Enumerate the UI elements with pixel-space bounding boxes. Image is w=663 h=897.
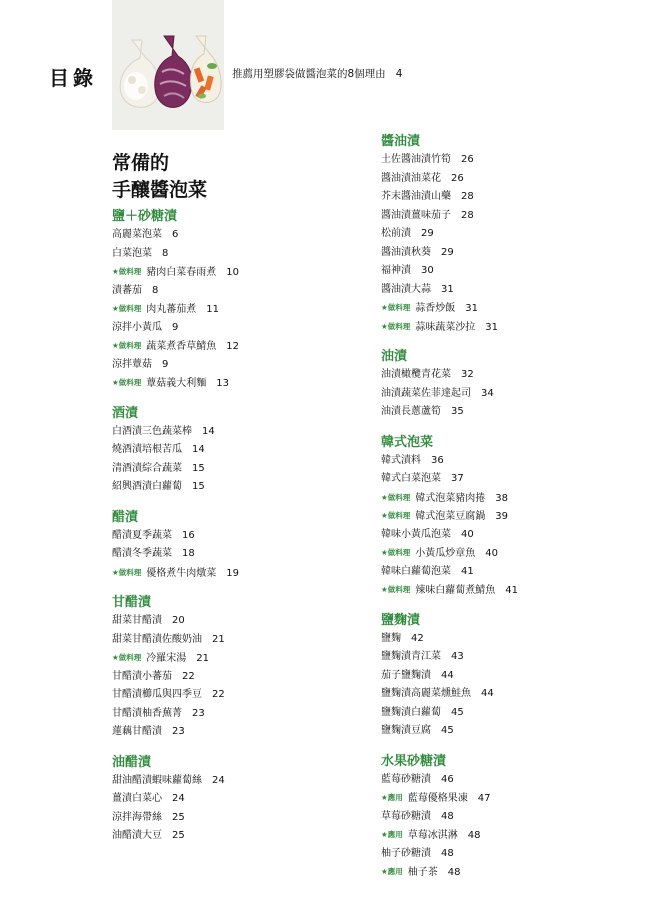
entry-label: 蕈菇義大利麵 (146, 378, 207, 389)
entry-page-number: 9 (172, 321, 179, 333)
entry-page-number: 11 (206, 304, 219, 315)
toc-column-left (112, 207, 392, 846)
toc-entry[interactable] (381, 366, 661, 385)
toc-entry[interactable] (381, 685, 661, 704)
entry-page-number: 45 (441, 725, 454, 736)
toc-entry[interactable] (381, 452, 661, 471)
toc-entry[interactable] (112, 374, 392, 393)
entry-label: 韓式泡菜豆腐鍋 (415, 511, 486, 522)
entry-page-number: 44 (481, 688, 494, 699)
entry-page-number: 9 (162, 358, 169, 370)
entry-page-number: 23 (172, 726, 185, 737)
entry-label: 醬油漬秋葵 (381, 246, 431, 258)
entry-label: 鹽麴漬白蘿蔔 (381, 706, 441, 718)
entry-page-number: 31 (485, 321, 498, 333)
toc-entry[interactable] (112, 564, 392, 583)
toc-entry[interactable] (381, 151, 661, 170)
entry-label: 韓式白菜泡菜 (381, 473, 441, 484)
entry-page-number: 22 (212, 689, 225, 700)
entry-label: 紹興酒漬白蘿蔔 (112, 481, 182, 492)
headline-line-1: 常備的 (112, 152, 170, 174)
toc-entry[interactable] (112, 772, 392, 791)
toc-entry[interactable] (381, 648, 661, 667)
entry-page-number: 37 (451, 473, 464, 484)
toc-entry[interactable] (381, 318, 661, 337)
entry-page-number: 8 (162, 247, 169, 259)
entry-page-number: 25 (172, 811, 185, 823)
toc-entry[interactable] (112, 282, 392, 301)
entry-label: 芥末醬油漬山藥 (381, 191, 451, 202)
recipe-badge: ★做料理 (381, 585, 411, 594)
toc-entry[interactable] (112, 612, 392, 631)
toc-entry[interactable] (381, 863, 661, 882)
entry-page-number: 25 (172, 830, 185, 841)
entry-label: 松前漬 (381, 228, 411, 239)
toc-entry[interactable] (381, 170, 661, 189)
section-heading: 鹽麴漬 (381, 612, 421, 628)
entry-label: 蒜香炒飯 (415, 303, 456, 314)
entry-label: 甜菜甘醋漬 (112, 615, 162, 626)
toc-entry[interactable] (112, 631, 392, 650)
toc-entry[interactable] (381, 470, 661, 489)
entry-label: 蓮藕甘醋漬 (112, 726, 162, 737)
entry-label: 韓式漬料 (381, 454, 421, 466)
toc-entry[interactable] (381, 789, 661, 808)
section-headline (112, 150, 207, 204)
recipe-badge: ★做料理 (381, 303, 411, 312)
entry-label: 草莓砂糖漬 (381, 810, 431, 822)
entry-label: 茄子鹽麴漬 (381, 669, 431, 681)
entry-label: 油醋漬大豆 (112, 830, 162, 841)
section-heading: 醬油漬 (381, 134, 421, 149)
entry-page-number: 23 (192, 707, 205, 719)
entry-page-number: 15 (192, 462, 205, 474)
entry-page-number: 6 (172, 229, 179, 240)
toc-column-right (381, 132, 661, 882)
entry-label: 韓式泡菜豬肉捲 (415, 492, 486, 504)
entry-label: 小黃瓜炒章魚 (415, 548, 476, 559)
entry-page-number: 30 (421, 265, 434, 276)
entry-label: 甜菜甘醋漬佐酸奶油 (112, 633, 202, 645)
toc-entry[interactable] (381, 808, 661, 827)
recipe-badge: ★應用 (381, 830, 403, 839)
toc-entry[interactable] (112, 441, 392, 460)
entry-page-number: 43 (451, 651, 464, 662)
entry-page-number: 36 (431, 454, 444, 466)
entry-page-number: 18 (182, 548, 195, 559)
entry-page-number: 41 (505, 585, 518, 596)
toc-entry[interactable] (381, 385, 661, 404)
toc-entry[interactable] (112, 226, 392, 245)
entry-page-number: 8 (152, 284, 159, 296)
toc-entry[interactable] (381, 826, 661, 845)
entry-label: 柚子茶 (407, 867, 438, 878)
entry-page-number: 38 (495, 492, 508, 504)
toc-entry[interactable] (381, 281, 661, 300)
entry-page-number: 35 (451, 406, 464, 417)
toc-entry[interactable] (112, 649, 392, 668)
entry-label: 鹽麴漬豆腐 (381, 725, 431, 736)
entry-page-number: 47 (477, 793, 491, 804)
entry-page-number: 39 (495, 511, 508, 522)
entry-label: 醬油漬薑味茄子 (381, 209, 451, 221)
entry-page-number: 24 (172, 793, 185, 804)
toc-entry[interactable] (381, 581, 661, 600)
entry-label: 醬油漬油菜花 (381, 172, 441, 184)
entry-page-number: 21 (212, 633, 225, 645)
toc-entry[interactable] (381, 771, 661, 790)
entry-label: 柚子砂糖漬 (381, 847, 431, 859)
headline-line-2: 手釀醬泡菜 (112, 179, 208, 201)
section-heading: 水果砂糖漬 (381, 753, 447, 769)
recipe-badge: ★做料理 (381, 511, 411, 520)
entry-page-number: 32 (461, 369, 474, 380)
entry-page-number: 29 (421, 228, 434, 239)
entry-label: 油漬長蔥蘆筍 (381, 406, 441, 417)
toc-entry[interactable] (381, 207, 661, 226)
recipe-badge: ★做料理 (112, 378, 142, 387)
toc-entry[interactable] (112, 809, 392, 828)
entry-page-number: 15 (192, 481, 205, 492)
entry-page-number: 40 (485, 548, 498, 559)
entry-page-number: 29 (441, 246, 454, 258)
entry-label: 冷羅宋湯 (146, 653, 187, 664)
entry-page-number: 44 (441, 669, 454, 681)
recipe-badge: ★做料理 (381, 548, 411, 557)
entry-page-number: 14 (202, 425, 215, 437)
toc-entry[interactable] (112, 319, 392, 338)
section-heading: 油漬 (381, 349, 408, 364)
toc-entry[interactable] (381, 188, 661, 207)
toc-entry[interactable] (381, 507, 661, 526)
recipe-badge: ★做料理 (381, 492, 411, 502)
entry-label: 韓味小黃瓜泡菜 (381, 528, 451, 540)
entry-page-number: 40 (461, 528, 474, 540)
section-heading: 韓式泡菜 (381, 434, 434, 450)
toc-entry[interactable] (381, 244, 661, 263)
recipe-badge: ★應用 (381, 867, 403, 876)
toc-entry[interactable] (112, 478, 392, 497)
entry-page-number: 41 (461, 565, 474, 577)
entry-label: 藍莓砂糖漬 (381, 773, 431, 785)
entry-page-number: 21 (196, 653, 209, 664)
toc-entry[interactable] (381, 299, 661, 318)
entry-label: 肉丸蕃茄煮 (146, 304, 197, 315)
entry-label: 醋漬夏季蔬菜 (112, 529, 172, 541)
entry-label: 涼拌小黃瓜 (112, 321, 162, 333)
toc-entry[interactable] (381, 845, 661, 864)
entry-page-number: 48 (467, 830, 481, 841)
recipe-badge: ★做料理 (112, 567, 142, 577)
entry-page-number: 22 (182, 670, 195, 682)
entry-label: 清酒漬綜合蔬菜 (112, 462, 182, 474)
recipe-badge: ★做料理 (112, 304, 142, 313)
entry-label: 涼拌海帶絲 (112, 811, 162, 823)
entry-label: 福神漬 (381, 265, 411, 276)
toc-entry[interactable] (381, 704, 661, 723)
toc-entry[interactable] (112, 545, 392, 564)
entry-page-number: 28 (461, 209, 474, 221)
entry-label: 優格煮牛肉燉菜 (146, 567, 217, 579)
entry-label: 燒酒漬培根苦瓜 (112, 444, 182, 455)
entry-label: 甘醋漬櫛瓜與四季豆 (112, 689, 202, 700)
entry-label: 甜油醋漬蝦味蘿蔔絲 (112, 774, 202, 786)
entry-label: 高麗菜泡菜 (112, 229, 162, 240)
section-heading: 鹽＋砂糖漬 (112, 209, 178, 224)
entry-label: 油漬橄欖青花菜 (381, 369, 451, 380)
toc-entry[interactable] (112, 300, 392, 319)
toc-entry[interactable] (381, 722, 661, 741)
entry-page-number: 20 (172, 615, 185, 626)
entry-label: 醬油漬大蒜 (381, 283, 431, 295)
entry-page-number: 26 (451, 172, 464, 184)
entry-page-number: 42 (411, 632, 424, 644)
recipe-badge: ★做料理 (112, 653, 142, 662)
toc-entry[interactable] (381, 667, 661, 686)
toc-entry[interactable] (381, 262, 661, 281)
toc-entry[interactable] (381, 225, 661, 244)
toc-entry[interactable] (112, 705, 392, 724)
toc-entry[interactable] (381, 489, 661, 508)
entry-label: 蔬菜煮香草鯖魚 (146, 341, 217, 352)
entry-label: 白菜泡菜 (112, 247, 152, 259)
entry-label: 甘醋漬柚香蕪菁 (112, 707, 182, 719)
entry-label: 漬蕃茄 (112, 284, 142, 296)
intro-line[interactable] (232, 66, 402, 81)
entry-label: 草莓冰淇淋 (407, 830, 458, 841)
toc-entry[interactable] (112, 527, 392, 546)
toc-entry[interactable] (112, 337, 392, 356)
entry-page-number: 34 (481, 387, 494, 399)
intro-page-number: 4 (395, 68, 403, 80)
recipe-badge: ★做料理 (112, 341, 142, 350)
entry-label: 鹽麴漬青江菜 (381, 651, 441, 662)
entry-page-number: 46 (441, 773, 454, 785)
entry-page-number: 48 (441, 810, 454, 822)
entry-page-number: 48 (441, 847, 454, 859)
recipe-badge: ★做料理 (381, 321, 411, 331)
toc-entry[interactable] (381, 563, 661, 582)
entry-label: 豬肉白菜春雨煮 (146, 267, 217, 278)
recipe-badge: ★應用 (381, 793, 403, 802)
entry-page-number: 12 (226, 341, 239, 352)
entry-label: 辣味白蘿蔔煮鯖魚 (415, 585, 496, 596)
entry-page-number: 24 (212, 774, 225, 786)
intro-text: 推薦用塑膠袋做醬泡菜的8個理由 (232, 68, 386, 80)
entry-page-number: 48 (447, 867, 461, 878)
toc-entry[interactable] (112, 460, 392, 479)
entry-page-number: 31 (465, 303, 478, 314)
entry-label: 涼拌蕈菇 (112, 358, 152, 370)
toc-entry[interactable] (381, 526, 661, 545)
entry-label: 鹽麴 (381, 632, 401, 644)
entry-page-number: 13 (216, 378, 229, 389)
toc-entry[interactable] (112, 790, 392, 809)
entry-label: 土佐醬油漬竹筍 (381, 154, 451, 165)
toc-entry[interactable] (381, 544, 661, 563)
section-heading: 醋漬 (112, 509, 139, 525)
toc-entry[interactable] (112, 723, 392, 742)
entry-page-number: 19 (226, 567, 239, 579)
toc-entry[interactable] (112, 245, 392, 264)
toc-entry[interactable] (112, 686, 392, 705)
entry-label: 鹽麴漬高麗菜燻鮭魚 (381, 688, 471, 699)
toc-entry[interactable] (112, 668, 392, 687)
entry-label: 韓味白蘿蔔泡菜 (381, 565, 451, 577)
toc-entry[interactable] (112, 263, 392, 282)
entry-label: 蒜味蔬菜沙拉 (415, 321, 476, 333)
entry-page-number: 16 (182, 529, 195, 541)
toc-entry[interactable] (112, 423, 392, 442)
entry-label: 油漬蔬菜佐菲達起司 (381, 387, 471, 399)
entry-label: 藍莓優格果凍 (407, 793, 468, 804)
toc-entry[interactable] (112, 827, 392, 846)
entry-page-number: 31 (441, 283, 454, 295)
page-title: 目錄 (49, 66, 97, 90)
entry-label: 薑漬白菜心 (112, 793, 162, 804)
entry-page-number: 26 (461, 154, 474, 165)
recipe-badge: ★做料理 (112, 267, 142, 276)
entry-label: 醋漬冬季蔬菜 (112, 548, 172, 559)
entry-page-number: 28 (461, 191, 474, 202)
entry-label: 白酒漬三色蔬菜棒 (112, 425, 192, 437)
entry-page-number: 10 (226, 267, 239, 278)
toc-entry[interactable] (112, 356, 392, 375)
section-heading: 甘醋漬 (112, 595, 152, 610)
pickle-bags-illustration (112, 0, 224, 130)
toc-entry[interactable] (381, 403, 661, 422)
section-heading: 酒漬 (112, 405, 139, 421)
section-heading: 油醋漬 (112, 754, 152, 770)
pickle-bags-photo (112, 0, 224, 130)
entry-label: 甘醋漬小蕃茄 (112, 670, 172, 682)
entry-page-number: 14 (192, 444, 205, 455)
entry-page-number: 45 (451, 706, 464, 718)
toc-entry[interactable] (381, 630, 661, 649)
